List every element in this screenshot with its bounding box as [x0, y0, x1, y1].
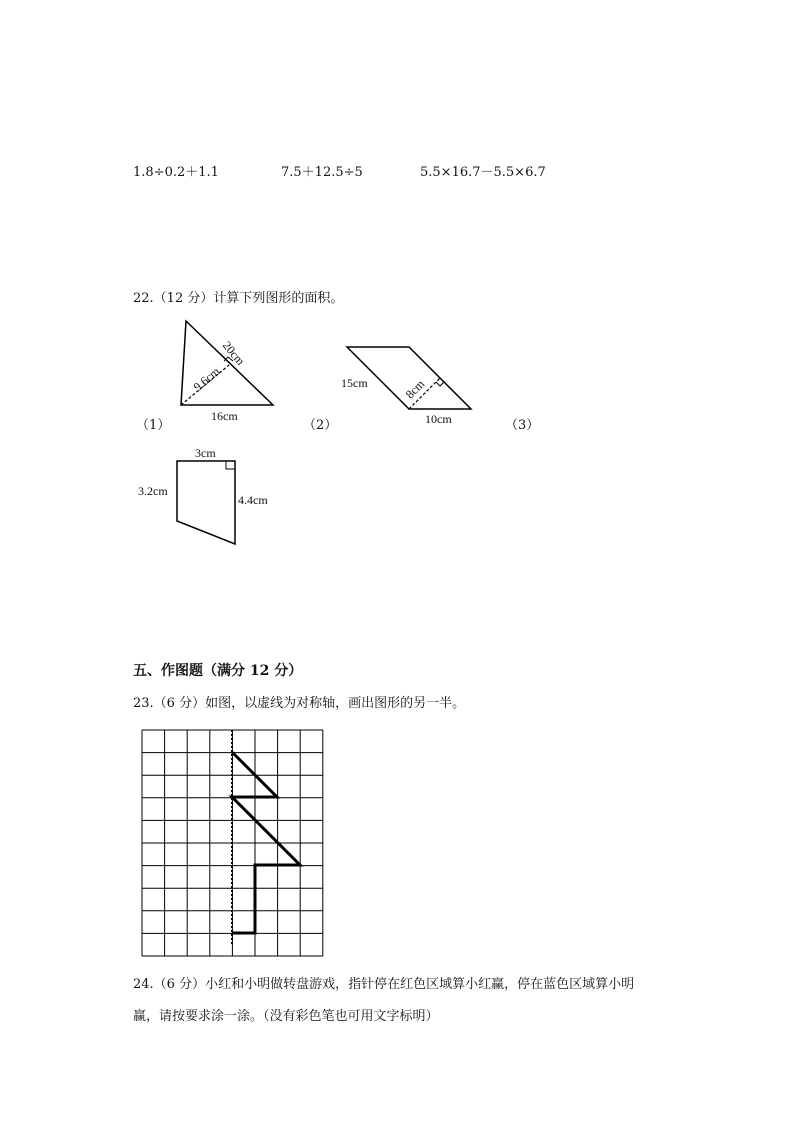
- parallelogram-base-label: 10cm: [425, 412, 452, 426]
- parallelogram-height-label: 8cm: [402, 376, 428, 402]
- triangle-height-label: 9.6cm: [190, 364, 223, 395]
- question-22-text: 22.（12 分）计算下列图形的面积。: [133, 291, 344, 306]
- expression-3: 5.5×16.7－5.5×6.7: [420, 165, 546, 180]
- parallelogram-side-label: 15cm: [341, 376, 368, 390]
- triangle-base-label: 16cm: [211, 409, 238, 423]
- expression-2: 7.5＋12.5÷5: [281, 165, 363, 180]
- question-24-line-1: 24.（6 分）小红和小明做转盘游戏，指针停在红色区域算小红赢，停在蓝色区域算小明: [133, 977, 635, 992]
- figure-1-number: （1）: [136, 418, 171, 433]
- expression-1: 1.8÷0.2＋1.1: [133, 165, 219, 180]
- figure-2-number: （2）: [303, 418, 338, 433]
- trapezoid-right-label: 4.4cm: [238, 493, 268, 507]
- triangle-side-label: 20cm: [219, 338, 248, 368]
- trapezoid-left-label: 3.2cm: [138, 484, 168, 498]
- trapezoid-top-label: 3cm: [195, 446, 216, 460]
- section-5-title: 五、作图题（满分 12 分）: [133, 663, 303, 679]
- figure-3-number: （3）: [505, 418, 540, 433]
- question-24-line-2: 赢，请按要求涂一涂。（没有彩色笔也可用文字标明）: [133, 1009, 439, 1024]
- question-23-text: 23.（6 分）如图，以虚线为对称轴，画出图形的另一半。: [133, 696, 466, 711]
